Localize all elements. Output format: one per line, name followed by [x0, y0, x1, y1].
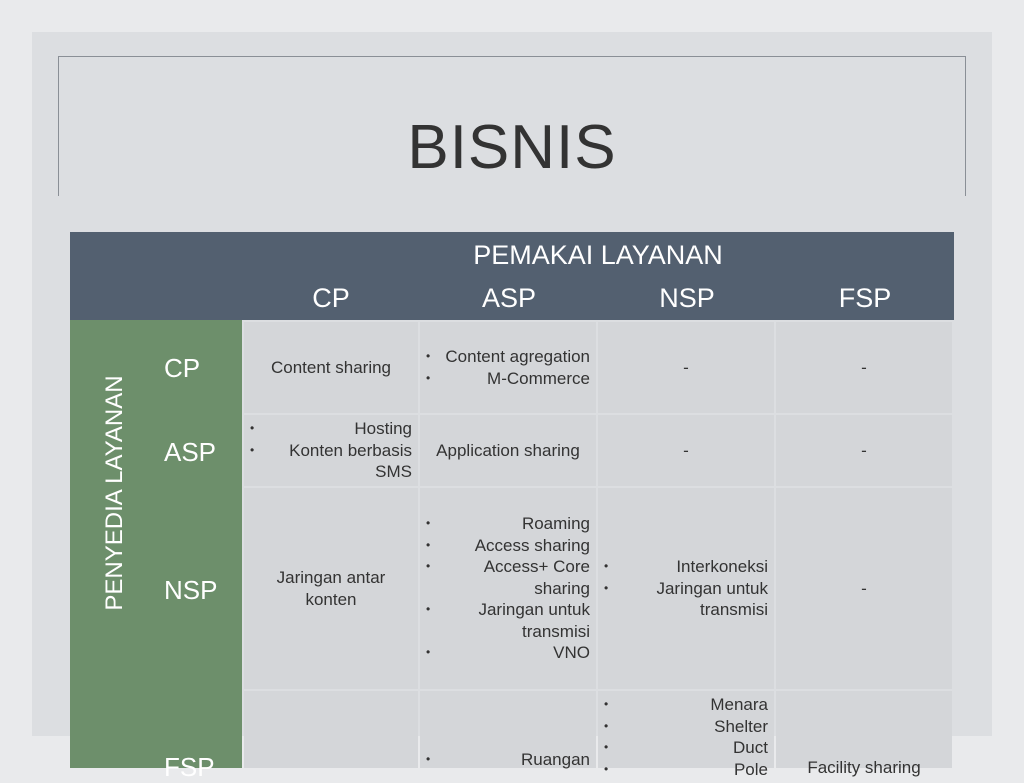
cell-nsp-fsp — [776, 488, 952, 689]
list-item: • Pole — [604, 759, 768, 779]
cell-fsp-nsp — [598, 691, 774, 779]
bullet-text: Content agregation — [445, 347, 590, 366]
cell-text: - — [861, 578, 867, 598]
cell-fsp-cp — [244, 691, 418, 768]
column-header-fsp: FSP — [838, 283, 892, 313]
cell-nsp-nsp — [598, 488, 774, 689]
list-item: • M-Commerce — [426, 368, 590, 388]
bullet-text: Konten berbasis SMS — [289, 440, 412, 482]
cell-text: - — [683, 440, 689, 460]
header-group-label: PEMAKAI LAYANAN — [473, 240, 723, 270]
list-item: • Content agregation — [426, 347, 590, 366]
cell-text: Jaringan antar konten — [276, 568, 386, 609]
row-header-asp: ASP — [164, 437, 217, 467]
bullet-text: Interkoneksi — [676, 557, 768, 577]
bullet-text: Pole — [733, 759, 768, 779]
list-item: • Ruangan — [426, 750, 590, 769]
column-header-nsp: NSP — [659, 283, 715, 313]
slide-title: BISNIS — [407, 113, 617, 182]
bullet-text: Jaringan untuk transmisi — [478, 600, 590, 641]
list-item: • Interkoneksi — [604, 557, 768, 577]
list-item: • Konten berbasis SMS — [250, 440, 412, 482]
cell-cp-cp — [244, 322, 418, 413]
bullet-text: VNO — [553, 643, 590, 663]
cell-text: - — [861, 440, 867, 460]
cell-text: - — [683, 357, 689, 377]
row-header-cp: CP — [164, 353, 201, 383]
list-item: • VNO — [426, 643, 590, 663]
cell-asp-asp — [420, 415, 596, 486]
bullet-text: M-Commerce — [487, 368, 590, 388]
cell-cp-asp — [420, 322, 596, 413]
row-header-band — [70, 320, 242, 768]
column-header-cp: CP — [312, 283, 350, 313]
cell-text: - — [861, 357, 867, 377]
list-item: • Jaringan untuk transmisi — [604, 578, 768, 620]
list-item: • Roaming — [426, 514, 590, 534]
bullet-text: Hosting — [354, 419, 412, 439]
column-header-asp: ASP — [481, 283, 537, 313]
bullet-text: Access sharing — [474, 535, 590, 555]
list-item: • Duct — [604, 738, 768, 757]
cell-asp-cp — [244, 415, 418, 486]
cell-nsp-asp — [420, 488, 596, 689]
side-group-label: PENYEDIA LAYANAN — [101, 375, 128, 611]
cell-text: Content sharing — [270, 357, 392, 377]
cell-text: Application sharing — [436, 440, 580, 460]
list-item: • Jaringan untuk transmisi — [426, 600, 590, 641]
list-item: • Hosting — [250, 419, 412, 439]
cell-cp-fsp — [776, 322, 952, 413]
cell-text: Facility sharing — [807, 758, 921, 777]
list-item: • Access+ Core sharing — [426, 557, 590, 598]
bullet-text: Ruangan — [520, 750, 590, 769]
row-header-nsp: NSP — [164, 575, 218, 605]
list-item: • Shelter — [604, 716, 768, 736]
list-item: • Access sharing — [426, 535, 590, 555]
bullet-text: Roaming — [521, 514, 590, 534]
bullet-text: Jaringan untuk transmisi — [656, 578, 768, 620]
cell-fsp-fsp — [776, 691, 952, 777]
bullet-text: Menara — [710, 695, 768, 714]
bullet-text: Access+ Core sharing — [483, 557, 590, 598]
cell-asp-nsp — [598, 415, 774, 486]
cell-fsp-asp — [420, 691, 596, 768]
bullet-text: Duct — [733, 738, 768, 757]
cell-nsp-cp — [244, 488, 418, 689]
cell-asp-fsp — [776, 415, 952, 486]
list-item: • Menara — [604, 695, 768, 714]
row-header-fsp: FSP — [164, 752, 215, 782]
cell-cp-nsp — [598, 322, 774, 413]
bullet-text: Shelter — [714, 716, 768, 736]
